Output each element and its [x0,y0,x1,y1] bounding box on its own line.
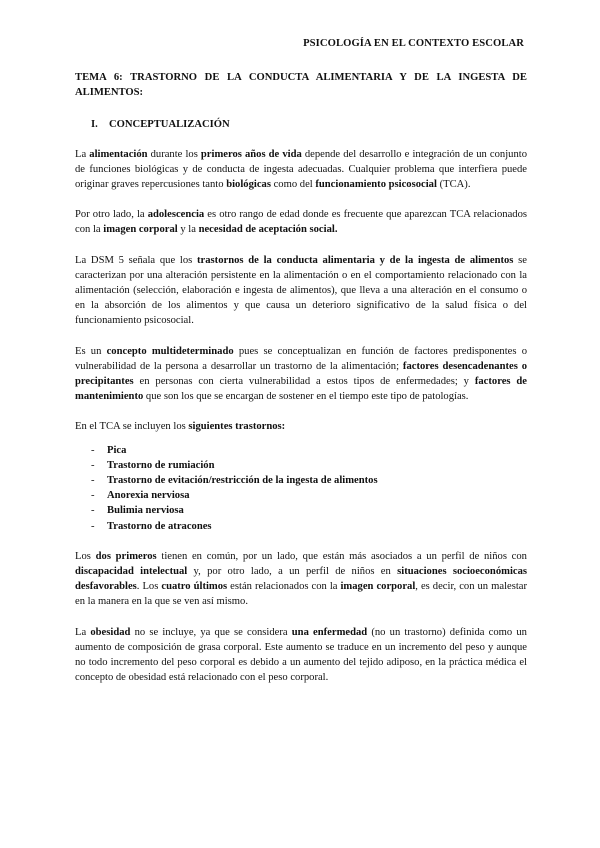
topic-title: TEMA 6: TRASTORNO DE LA CONDUCTA ALIMENTARIA Y DE LA INGESTA DE ALIMENTOS: [75,72,527,99]
section-number: I. [91,119,98,131]
paragraph-obesidad: La obesidad no se incluye, ya que se considera una enfermedad (no un trastorno) definida como un aumento de composición de grasa corporal. Este aumento se traduce en un incremento del peso y aunque no todo incremento del peso corporal es debido a un aumento del tejido adiposo, en la práctica médica el concepto de obesidad está relacionado con el peso corporal. [75,626,527,684]
list-item: - Anorexia nerviosa [75,488,527,503]
paragraph-adolescencia: Por otro lado, la adolescencia es otro rango de edad donde es frecuente que aparezcan TCA relacionados con la imagen corporal y la necesidad de aceptación social. [75,209,527,236]
disorders-list [75,443,527,534]
bullet-dash: - [91,490,95,502]
list-item: - Trastorno de atracones [75,519,527,534]
section-title: CONCEPTUALIZACIÓN [109,119,230,131]
bullet-dash: - [91,459,95,471]
paragraph-multideterminado: Es un concepto multideterminado pues se conceptualizan en función de factores predisponentes o vulnerabilidad de la persona a desarrollar un trastorno de la alimentación; factores desencadenantes o precipitantes en personas con cierta vulnerabilidad a estos tipos de enfermedades; y factores de mantenimiento que son los que se encargan de sostener en el tiempo este tipo de patologías. [75,345,528,403]
list-item: - Bulimia nerviosa [75,503,527,518]
bullet-dash: - [91,520,95,532]
paragraph-perfiles: Los dos primeros tienen en común, por un lado, que están más asociados a un perfil de niños con discapacidad intelectual y, por otro lado, a un perfil de niños en situaciones socioeconómicas desfavorables. Los cuatro últimos están relacionados con la imagen corporal, es decir, con un malestar en la manera en la que se ven así mismo. [75,550,528,608]
running-header: PSICOLOGÍA EN EL CONTEXTO ESCOLAR [303,38,524,49]
paragraph-trastornos-intro: En el TCA se incluyen los siguientes trastornos: [75,421,286,433]
bullet-dash: - [91,444,95,456]
list-item: - Pica [75,443,527,458]
section-heading [91,117,527,132]
paragraph-dsm5: La DSM 5 señala que los trastornos de la conducta alimentaria y de la ingesta de alimentos se caracterizan por una alteración persistente en la alimentación o en el comportamiento relacionado con la alimentación (selección, elaboración e ingesta de alimentos), que lleva a una alteración en el consumo o en la absorción de los alimentos y que causa un deterioro significativo de la salud física o del funcionamiento psicosocial. [75,254,527,327]
bullet-dash: - [91,475,95,487]
list-item: - Trastorno de evitación/restricción de la ingesta de alimentos [75,473,527,488]
paragraph-alimentacion: La alimentación durante los primeros años de vida depende del desarrollo e integración de un conjunto de funciones biológicas y de conducta de ingesta adecuadas. Cualquier problema que interfiera puede originar graves repercusiones tanto biológicas como del funcionamiento psicosocial (TCA). [75,148,528,191]
document-body [75,70,527,701]
list-item: - Trastorno de rumiación [75,458,527,473]
bullet-dash: - [91,505,95,517]
